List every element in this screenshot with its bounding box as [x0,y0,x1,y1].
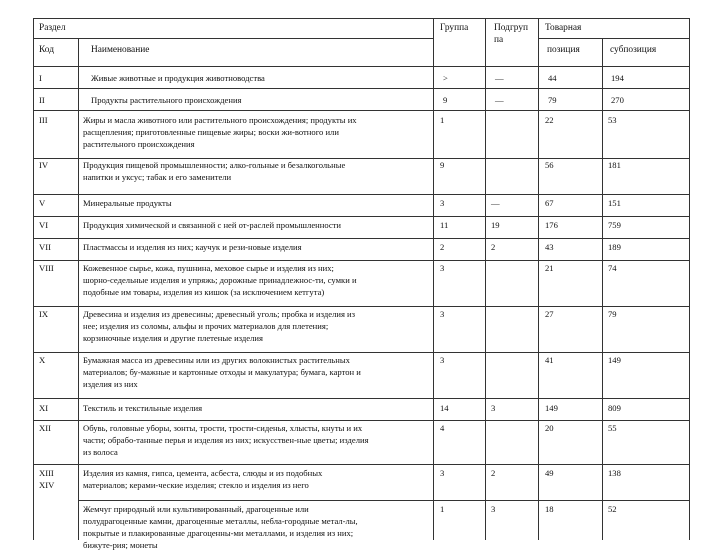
row-group: 3 [440,198,445,208]
row-group: 3 [440,263,445,273]
row-position: 41 [545,355,554,365]
row-group: 1 [440,504,445,514]
row-subgroup: 3 [491,403,496,413]
row-name-line: подобные им товары, изделия из кишок (за исключением кетгута) [83,287,325,297]
row-group: 1 [440,115,445,125]
row-group: 9 [443,95,448,105]
row-name-line: шорно-седельные изделия и упряжь; дорожные принадлежнос-ти, сумки и [83,275,357,285]
row-group: 11 [440,220,449,230]
row-name-line: нее; изделия из соломы, альфы и прочих материалов для плетения; [83,321,329,331]
row-divider [33,158,690,159]
row-position: 44 [548,73,557,83]
row-name-line: Бумажная масса из древесины или из других волокнистых растительных [83,355,350,365]
row-name-line: расщепления; приготовленные пищевые жиры; воски жи-вотного или [83,127,339,137]
row-name-line: части; обрабо-танные перья и изделия из них; искусствен-ные цветы; изделия [83,435,369,445]
row-name-line: Обувь, головные уборы, зонты, трости, трости-сиденья, хлысты, кнуты и их [83,423,363,433]
row-position: 79 [548,95,557,105]
header-podgruppa-line1: Подгруп [494,23,529,33]
row-subposition: 194 [611,73,624,83]
row-divider [33,420,690,421]
row-subposition: 181 [608,160,621,170]
row-subposition: 52 [608,504,617,514]
row-name-line: Жемчуг природный или культивированный, драгоценные или [83,504,309,514]
row-position: 56 [545,160,554,170]
row-divider [78,500,690,501]
row-code: V [39,198,46,208]
row-name: Продукты растительного происхождения [91,95,242,105]
row-subposition: 151 [608,198,621,208]
header-razdel: Раздел [39,23,66,33]
row-code: IX [39,309,49,319]
row-subposition: 53 [608,115,617,125]
row-position: 149 [545,403,558,413]
row-name-line: из волоса [83,447,118,457]
row-code-line: XIV [39,480,55,490]
row-position: 22 [545,115,554,125]
row-name-line: Кожевенное сырье, кожа, пушнина, меховое сырье и изделия из них; [83,263,334,273]
row-name-line: изделия из них [83,379,138,389]
row-divider [33,260,690,261]
row-name-line: Древесина и изделия из древесины; древесный уголь; пробка и изделия из [83,309,356,319]
row-divider [33,216,690,217]
row-subgroup: — [495,73,504,83]
table-border-left [33,18,34,540]
row-name-line: корзиночные изделия и другие плетеные изделия [83,333,263,343]
table-border-right [689,18,690,540]
row-position: 18 [545,504,554,514]
row-position: 20 [545,423,554,433]
row-name-line: материалов; бу-мажные и картонные отходы и макулатура; бумага, картон и [83,367,361,377]
row-name: Минеральные продукты [83,198,172,208]
row-subgroup: 2 [491,242,496,252]
header-naimenovanie: Наименование [91,45,150,55]
header-divider-razdel [33,38,433,39]
row-subposition: 270 [611,95,624,105]
row-subposition: 149 [608,355,621,365]
header-tovarnaya: Товарная [545,23,582,33]
row-subposition: 189 [608,242,621,252]
row-position: 49 [545,468,554,478]
row-group: 3 [440,355,445,365]
row-code: X [39,355,46,365]
row-group: 4 [440,423,445,433]
header-gruppa: Группа [440,23,469,33]
row-divider [33,110,690,111]
row-group: 3 [440,309,445,319]
row-subposition: 79 [608,309,617,319]
row-code: VII [39,242,51,252]
row-code: XI [39,403,49,413]
column-divider-name [433,18,434,540]
row-name-line: Продукция пищевой промышленности; алко-гольные и безалкогольные [83,160,346,170]
row-divider [33,306,690,307]
table-border-top [33,18,690,19]
header-bottom [33,66,690,67]
row-name-line: Изделия из камня, гипса, цемента, асбеста, слюды и из подобных [83,468,323,478]
row-divider [33,194,690,195]
row-position: 21 [545,263,554,273]
table [33,18,689,550]
row-group: > [443,73,448,83]
header-subpozitsiya: субпозиция [610,45,657,55]
row-position: 176 [545,220,558,230]
row-subposition: 759 [608,220,621,230]
row-divider [33,464,690,465]
row-subgroup: 3 [491,504,496,514]
row-group: 9 [440,160,445,170]
row-subgroup: — [495,95,504,105]
row-position: 43 [545,242,554,252]
row-code: IV [39,160,49,170]
row-name: Живые животные и продукция животноводства [91,73,265,83]
header-divider-tovarnaya [538,38,690,39]
header-podgruppa-line2: па [494,35,504,45]
row-name-line: Жиры и масла животного или растительного происхождения; продукты их [83,115,357,125]
row-code: II [39,95,45,105]
row-group: 2 [440,242,445,252]
row-divider [33,88,690,89]
row-group: 14 [440,403,449,413]
row-code: VIII [39,263,54,273]
row-divider [33,352,690,353]
row-subposition: 55 [608,423,617,433]
column-divider-subgroup [538,18,539,540]
row-code: I [39,73,42,83]
row-code: VI [39,220,49,230]
row-position: 67 [545,198,554,208]
header-pozitsiya: позиция [547,45,580,55]
row-name-line: растительного происхождения [83,139,195,149]
row-subposition: 138 [608,468,621,478]
row-subgroup: 2 [491,468,496,478]
row-divider [33,238,690,239]
row-code-line: XIII [39,468,54,478]
row-subposition: 809 [608,403,621,413]
row-subgroup: 19 [491,220,500,230]
row-code: XII [39,423,51,433]
row-name: Текстиль и текстильные изделия [83,403,203,413]
row-name-line: материалов; керами-ческие изделия; стекло и изделия из него [83,480,309,490]
row-name: Продукция химической и связанной с ней от-раслей промышленности [83,220,342,230]
row-name-line: полудрагоценные камни, драгоценные металлы, небла-городные метал-лы, [83,516,358,526]
header-kod: Код [39,45,54,55]
row-divider [33,398,690,399]
row-group: 3 [440,468,445,478]
row-subposition: 74 [608,263,617,273]
row-name: Пластмассы и изделия из них; каучук и рези-новые изделия [83,242,302,252]
row-position: 27 [545,309,554,319]
row-name-line: напитки и уксус; табак и его заменители [83,172,232,182]
row-code: III [39,115,48,125]
column-divider-group [485,18,486,540]
row-name-line: покрытые и плакированные драгоценны-ми металлами, и изделия из них; [83,528,354,538]
row-name-line: бижуте-рия; монеты [83,540,158,550]
row-subgroup: — [491,198,500,208]
